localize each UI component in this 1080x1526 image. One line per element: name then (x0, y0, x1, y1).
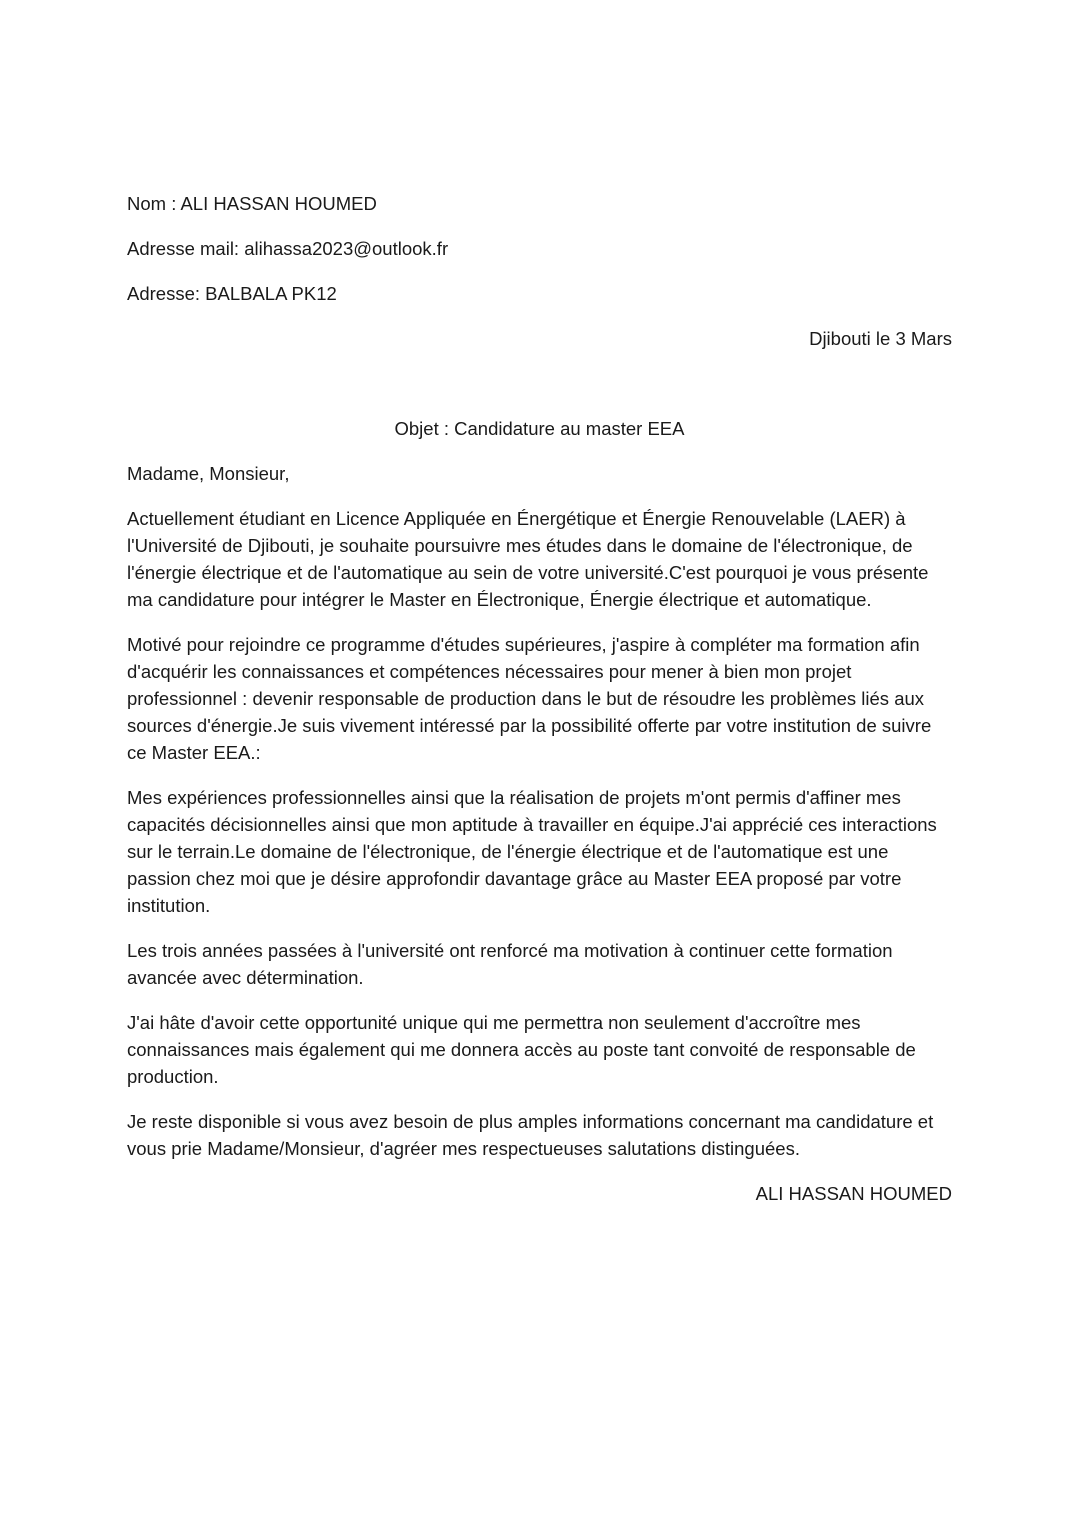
body-paragraph-3: Mes expériences professionnelles ainsi que la réalisation de projets m'ont permis d'affiner mes capacités décisionnelles ainsi que mon aptitude à travailler en équipe.J'ai apprécié ces interactions sur le terrain.Le domaine de l'électronique, de l'énergie électrique et de l'automatique est une passion chez moi que je désire approfondir davantage grâce au Master EEA proposé par votre institution. (127, 787, 937, 916)
sender-email: Adresse mail: alihassa2023@outlook.fr (127, 238, 449, 259)
sender-address: Adresse: BALBALA PK12 (127, 283, 337, 304)
body-paragraph-5: J'ai hâte d'avoir cette opportunité unique qui me permettra non seulement d'accroître mes connaissances mais également qui me donnera accès au poste tant convoité de responsable de production. (127, 1012, 916, 1087)
letter-date: Djibouti le 3 Mars (809, 328, 952, 349)
letter-salutation: Madame, Monsieur, (127, 463, 290, 484)
body-paragraph-1: Actuellement étudiant en Licence Appliquée en Énergétique et Énergie Renouvelable (LAER) à l'Université de Djibouti, je souhaite poursuivre mes études dans le domaine de l'électronique, de l'énergie électrique et de l'automatique au sein de votre université.C'est pourquoi je vous présente ma candidature pour intégrer le Master en Électronique, Énergie électrique et automatique. (127, 508, 929, 610)
letter-page (127, 190, 952, 1207)
sender-name: Nom : ALI HASSAN HOUMED (127, 193, 377, 214)
letter-object: Objet : Candidature au master EEA (394, 418, 685, 439)
body-paragraph-2: Motivé pour rejoindre ce programme d'études supérieures, j'aspire à compléter ma formation afin d'acquérir les connaissances et compétences nécessaires pour mener à bien mon projet professionnel : devenir responsable de production dans le but de résoudre les problèmes liés aux sources d'énergie.Je suis vivement intéressé par la possibilité offerte par votre institution de suivre ce Master EEA.: (127, 634, 932, 763)
body-paragraph-4: Les trois années passées à l'université ont renforcé ma motivation à continuer cette formation avancée avec détermination. (127, 940, 893, 988)
body-paragraph-6: Je reste disponible si vous avez besoin de plus amples informations concernant ma candidature et vous prie Madame/Monsieur, d'agréer mes respectueuses salutations distinguées. (127, 1111, 934, 1159)
letter-signature: ALI HASSAN HOUMED (755, 1183, 952, 1204)
